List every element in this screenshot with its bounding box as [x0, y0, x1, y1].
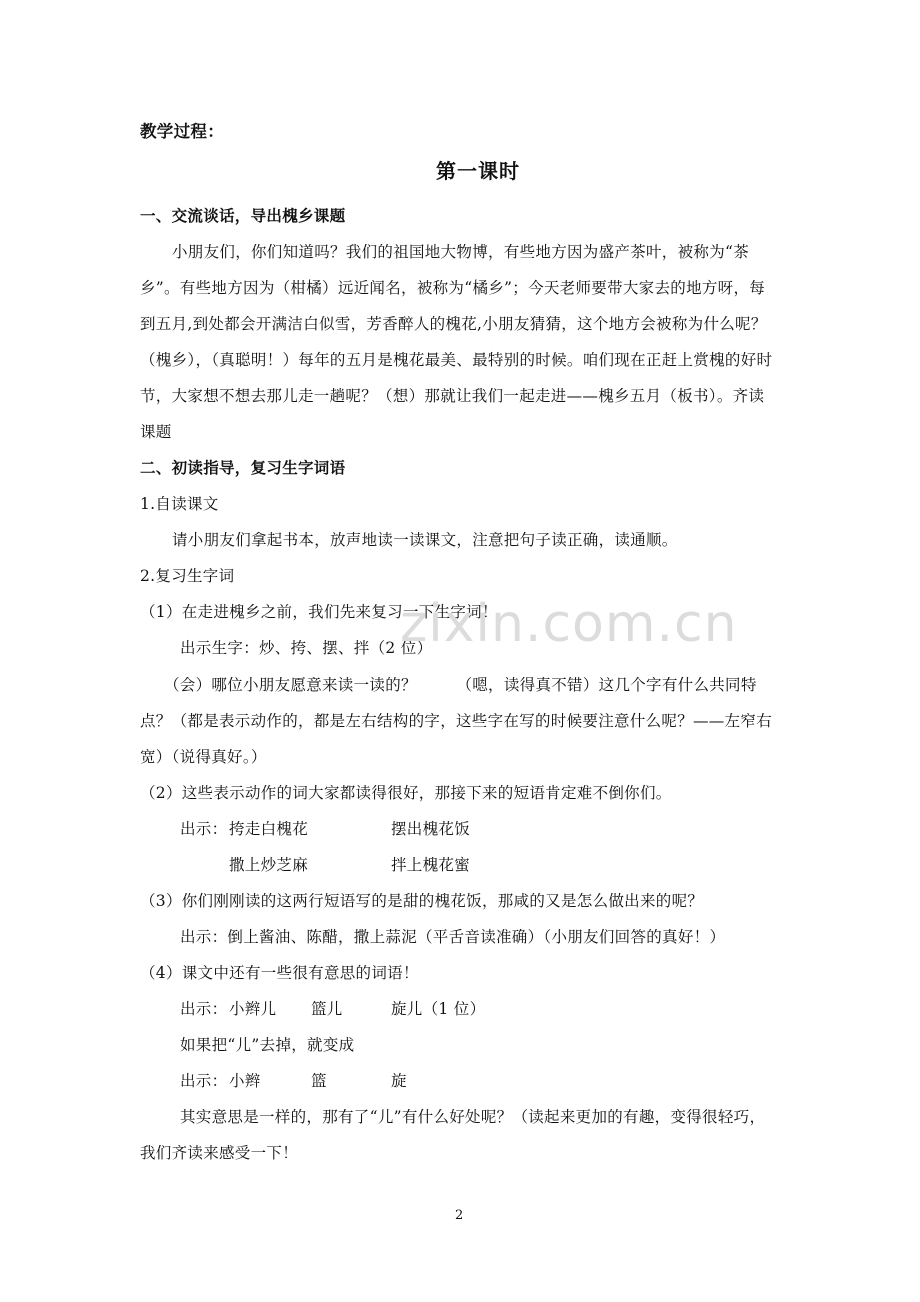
display-line: 出示：倒上酱油、陈醋，撒上蒜泥（平舌音读准确）（小朋友们回答的真好！）	[180, 928, 726, 946]
section-1-heading: 一、交流谈话，导出槐乡课题	[140, 206, 346, 225]
paragraph-line: 我们齐读来感受一下！	[140, 1144, 299, 1162]
paragraph-line: 其实意思是一样的，那有了“儿”有什么好处呢？（读起来更加的有趣，变得很轻巧，	[180, 1108, 766, 1126]
display-label: 出示：	[180, 820, 228, 838]
page-number: 2	[455, 1208, 464, 1223]
paragraph-line: 乡”。有些地方因为（柑橘）远近闻名，被称为“橘乡”；今天老师要带大家去的地方呀，每	[140, 279, 766, 297]
paragraph-line: 课题	[140, 423, 172, 441]
display-line: 出示生字：炒、挎、摆、拌（2 位）	[180, 639, 433, 657]
phrase-item: 摆出槐花饭	[391, 820, 471, 838]
display-label: 出示：	[180, 1000, 228, 1018]
subsection-heading: 1.自读课文	[140, 495, 219, 513]
section-2-heading: 二、初读指导，复习生字词语	[140, 458, 346, 477]
paragraph-line: 请小朋友们拿起书本，放声地读一读课文，注意把句子读正确，读通顺。	[172, 531, 678, 549]
paragraph-line: 节，大家想不想去那儿走一趟呢？（想）那就让我们一起走进——槐乡五月（板书）。齐读	[140, 387, 765, 405]
word-item: 旋儿（1 位）	[391, 1000, 486, 1018]
paragraph-line: 到五月,到处都会开满洁白似雪，芳香醉人的槐花,小朋友猜猜，这个地方会被称为什么呢？	[140, 315, 767, 333]
question-4: （4）课文中还有一些很有意思的词语！	[140, 964, 419, 982]
question-2: （2）这些表示动作的词大家都读得很好，那接下来的短语肯定难不倒你们。	[140, 784, 672, 802]
page-title: 第一课时	[436, 159, 520, 183]
display-label: 出示：	[180, 1072, 228, 1090]
word-item: 小辫	[229, 1072, 261, 1090]
paragraph-line: （槐乡），（真聪明！）每年的五月是槐花最美、最特别的时候。咱们现在正赶上赏槐的好时	[140, 351, 773, 369]
phrase-item: 拌上槐花蜜	[391, 856, 471, 874]
question-3: （3）你们刚刚读的这两行短语写的是甜的槐花饭，那咸的又是怎么做出来的呢？	[140, 892, 704, 910]
paragraph-line: （会）哪位小朋友愿意来读一读的？ （嗯，读得真不错）这几个字有什么共同特	[164, 676, 757, 694]
paragraph-line: 如果把“儿”去掉，就变成	[180, 1036, 355, 1054]
paragraph-line: 小朋友们，你们知道吗？我们的祖国地大物博，有些地方因为盛产茶叶，被称为“茶	[172, 243, 750, 261]
paragraph-line: 点？（都是表示动作的，都是左右结构的字，这些字在写的时候要注意什么呢？——左窄右	[140, 712, 773, 730]
question-1: （1）在走进槐乡之前，我们先来复习一下生字词！	[140, 603, 498, 621]
phrase-item: 撒上炒芝麻	[229, 856, 309, 874]
word-item: 篮	[311, 1072, 327, 1090]
phrase-item: 挎走白槐花	[229, 820, 309, 838]
watermark: zixin.com.cn	[400, 594, 738, 654]
word-item: 小辫儿	[229, 1000, 277, 1018]
section-heading: 教学过程：	[140, 122, 224, 141]
word-item: 旋	[391, 1072, 407, 1090]
word-item: 篮儿	[311, 1000, 343, 1018]
subsection-heading: 2.复习生字词	[140, 567, 235, 585]
paragraph-line: 宽）（说得真好。）	[140, 748, 267, 766]
